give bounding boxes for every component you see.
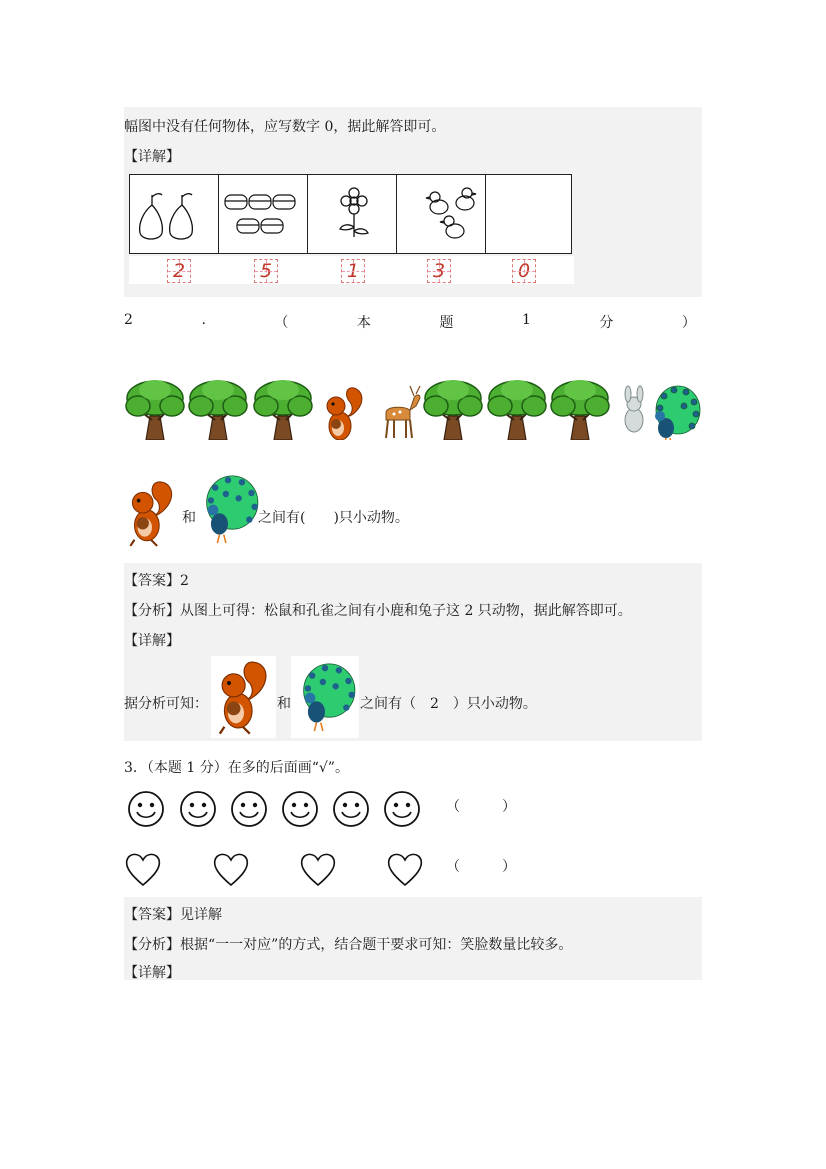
heart-icon [389, 854, 422, 885]
q2-header-part: 题 [439, 315, 454, 331]
empty-cell [486, 175, 571, 253]
q2-detail-label: 【详解】 [124, 633, 180, 649]
q2-header-part: 1 [521, 312, 531, 328]
answer-digit-box [427, 259, 451, 283]
chick-icon [397, 175, 485, 253]
squirrel-icon [327, 388, 362, 440]
tree-icon [254, 380, 312, 440]
tree-icon [488, 380, 546, 440]
animal-tree-row [124, 374, 704, 440]
q2-detail-tail: 之间有（ 2 ）只小动物。 [360, 696, 537, 712]
rabbit-icon [625, 386, 643, 432]
q2-header-part: 2 [124, 312, 133, 328]
smiley-icon [129, 792, 163, 826]
answer-digit: 0 [517, 260, 531, 282]
tree-icon [424, 380, 482, 440]
smiley-row [126, 789, 426, 829]
smiley-icon [181, 792, 215, 826]
squirrel-icon [214, 660, 274, 736]
smiley-answer-blank[interactable]: （ ） [446, 799, 516, 815]
peacock-icon [196, 474, 260, 546]
flower-icon [308, 175, 396, 253]
q3-detail-label: 【详解】 [124, 965, 180, 981]
q1-intro-text: 幅图中没有任何物体，应写数字 0，据此解答即可。 [124, 119, 446, 135]
q2-answer: 【答案】2 [124, 573, 189, 589]
peacock-icon [655, 386, 700, 440]
q2-header-part: ） [681, 315, 696, 331]
deer-icon [386, 386, 420, 438]
smiley-icon [385, 792, 419, 826]
heart-icon [127, 854, 160, 885]
answer-digit-box [167, 259, 191, 283]
answer-strip [129, 256, 574, 284]
heart-icon [302, 854, 335, 885]
pear-cell [130, 175, 219, 253]
answer-digit: 3 [432, 260, 446, 282]
answer-digit-box [341, 259, 365, 283]
squirrel-icon [124, 480, 180, 548]
q2-question-and: 和 [182, 510, 196, 526]
tree-icon [551, 380, 609, 440]
smiley-icon [283, 792, 317, 826]
counting-table [129, 174, 572, 254]
tree-icon [189, 380, 247, 440]
chick-cell [397, 175, 486, 253]
heart-row [124, 850, 434, 888]
answer-digit-box [512, 259, 536, 283]
answer-digit: 5 [259, 260, 273, 282]
smiley-icon [232, 792, 266, 826]
q2-header-part: （ [274, 315, 289, 331]
answer-digit-box [254, 259, 278, 283]
tree-icon [126, 380, 184, 440]
q2-header [124, 312, 696, 332]
answer-digit: 2 [172, 260, 186, 282]
q2-header-part: 本 [356, 315, 371, 331]
q2-detail-and: 和 [277, 696, 291, 712]
heart-answer-blank[interactable]: （ ） [446, 859, 516, 875]
smiley-icon [334, 792, 368, 826]
q1-detail-label: 【详解】 [124, 149, 180, 165]
pear-icon [130, 175, 218, 253]
q2-question-tail: 之间有( )只小动物。 [258, 510, 409, 526]
q3-analysis: 【分析】根据“一一对应”的方式，结合题干要求可知：笑脸数量比较多。 [124, 937, 573, 953]
answer-digit: 1 [346, 260, 360, 282]
flower-cell [308, 175, 397, 253]
heart-icon [215, 854, 248, 885]
cake-icon [219, 175, 307, 253]
q2-header-part: . [201, 312, 206, 328]
q3-answer: 【答案】见详解 [124, 907, 222, 923]
q2-detail-prefix: 据分析可知： [124, 696, 208, 712]
peacock-icon [293, 660, 357, 736]
q2-analysis: 【分析】从图上可得：松鼠和孔雀之间有小鹿和兔子这 2 只动物，据此解答即可。 [124, 603, 632, 619]
cake-cell [219, 175, 308, 253]
q2-header-part: 分 [599, 315, 614, 331]
q3-header: 3．（本题 1 分）在多的后面画“√”。 [124, 760, 349, 776]
